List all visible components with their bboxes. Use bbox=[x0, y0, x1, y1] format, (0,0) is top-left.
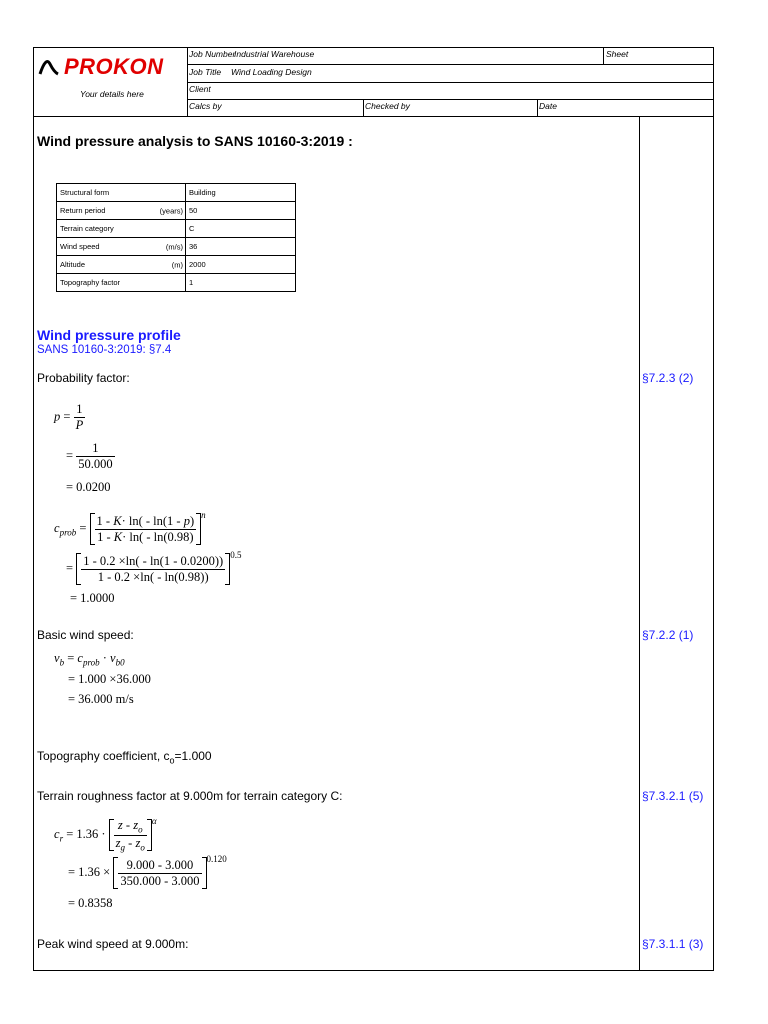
input-unit: (m/s) bbox=[165, 242, 183, 251]
input-label-text: Structural form bbox=[60, 188, 110, 197]
input-label-text: Wind speed bbox=[60, 242, 100, 251]
cr-substituted: = 1.36 × $\frac{9.000 - 3.000}{350.000 - 3.000}$ $^{0.120}$ bbox=[68, 854, 227, 888]
input-row bbox=[57, 274, 296, 292]
input-value: 2000 bbox=[186, 256, 296, 274]
basic-wind-label: Basic wind speed: bbox=[37, 628, 134, 642]
sheet-divider bbox=[603, 47, 604, 65]
p-substituted: = $\frac{1}{50.000}$ bbox=[66, 441, 113, 471]
calcs-by-label: Calcs by bbox=[189, 101, 222, 111]
details-text: Your details here bbox=[80, 89, 144, 99]
input-value: 36 bbox=[186, 238, 296, 256]
header-row2 bbox=[187, 82, 714, 83]
cprob-result: = 1.0000 bbox=[70, 591, 115, 605]
cprob-substituted: = $\frac{1 - 0.2 \times\ln( - \ln(1 - 0.0200))}{1 - 0.2 \times\ln( - \ln(0.98))}$ $^{0.5}$ bbox=[66, 550, 242, 584]
input-value: C bbox=[186, 220, 296, 238]
cr-exponent: 0.120 bbox=[206, 854, 227, 864]
input-label-text: Terrain category bbox=[60, 224, 114, 233]
input-row bbox=[57, 256, 296, 274]
job-number-value: Industrial Warehouse bbox=[234, 49, 315, 59]
input-row bbox=[57, 238, 296, 256]
cr-formula: $c_r = 1.36$ · $\frac{z - z_o}{z_g - z_o}$ $^\alpha$ bbox=[54, 816, 157, 853]
cprob-numerator: 1 - 0.2 ×ln( - ln(1 - 0.0200)) bbox=[83, 553, 224, 568]
input-label-text: Return period bbox=[60, 206, 106, 215]
sheet-label: Sheet bbox=[606, 49, 629, 59]
peak-ref: §7.3.1.1 (3) bbox=[642, 937, 704, 951]
terrain-label: Terrain roughness factor at 9.000m for terrain category C: bbox=[37, 789, 343, 803]
input-label-text: Altitude bbox=[60, 260, 86, 269]
date-divider bbox=[537, 99, 538, 117]
input-label bbox=[57, 274, 186, 292]
vb-result: = 36.000 m/s bbox=[68, 692, 134, 706]
checked-divider bbox=[363, 99, 364, 117]
input-label-text: Topography factor bbox=[60, 278, 121, 287]
topography-value: =1.000 bbox=[174, 749, 212, 763]
topography-text bbox=[37, 749, 212, 765]
probability-label: Probability factor: bbox=[37, 371, 130, 385]
cprob-formula: $c_{prob}$ = $\frac{1 - K\cdot \ln( - \ln(1 - p)}{1 - K\cdot \ln( - \ln(0.98)}$ $^n$ bbox=[54, 510, 206, 544]
topography-sub: o bbox=[169, 755, 175, 766]
vb-substituted: = 1.000 ×36.000 bbox=[68, 672, 151, 686]
header-bottom bbox=[33, 116, 714, 117]
input-row bbox=[57, 220, 296, 238]
input-value: 1 bbox=[186, 274, 296, 292]
job-number-label: Job Number bbox=[189, 49, 236, 59]
section-heading: Wind pressure profile bbox=[37, 327, 181, 343]
cr-result: = 0.8358 bbox=[68, 896, 113, 910]
input-label bbox=[57, 184, 186, 202]
prokon-logo-icon bbox=[38, 56, 60, 76]
header-row3 bbox=[187, 99, 714, 100]
input-row bbox=[57, 202, 296, 220]
date-label: Date bbox=[539, 101, 557, 111]
input-unit: (m) bbox=[171, 260, 183, 269]
input-table bbox=[56, 183, 296, 292]
page-title: Wind pressure analysis to SANS 10160-3:2019 : bbox=[37, 133, 353, 149]
p-denominator: 50.000 bbox=[78, 457, 113, 471]
input-value: Building bbox=[186, 184, 296, 202]
p-result: = 0.0200 bbox=[66, 480, 111, 494]
basic-wind-ref: §7.2.2 (1) bbox=[642, 628, 694, 642]
frame-right bbox=[713, 47, 714, 971]
job-title-value: Wind Loading Design bbox=[231, 67, 312, 77]
p-formula: p = $\frac{1}{P}$ bbox=[54, 402, 84, 432]
checked-by-label: Checked by bbox=[365, 101, 410, 111]
input-unit: (years) bbox=[159, 206, 183, 215]
input-row bbox=[57, 184, 296, 202]
probability-ref: §7.2.3 (2) bbox=[642, 371, 694, 385]
frame-bottom bbox=[33, 970, 714, 971]
frame-top bbox=[33, 47, 714, 48]
logo-text: PROKON bbox=[64, 54, 164, 79]
input-value: 50 bbox=[186, 202, 296, 220]
input-label bbox=[57, 220, 186, 238]
cprob-denominator: 1 - 0.2 ×ln( - ln(0.98)) bbox=[97, 569, 209, 584]
header-row1 bbox=[187, 64, 714, 65]
ref-column-divider bbox=[639, 116, 640, 971]
job-title-label: Job Title bbox=[189, 67, 222, 77]
frame-left bbox=[33, 47, 34, 971]
client-label: Client bbox=[189, 84, 211, 94]
cr-denominator: 350.000 - 3.000 bbox=[120, 873, 200, 888]
section-subheading: SANS 10160-3:2019: §7.4 bbox=[37, 344, 172, 356]
cprob-exponent: 0.5 bbox=[230, 550, 242, 560]
topography-label: Topography coefficient, c bbox=[37, 749, 170, 763]
input-label bbox=[57, 256, 186, 274]
terrain-ref: §7.3.2.1 (5) bbox=[642, 789, 704, 803]
cr-numerator: 9.000 - 3.000 bbox=[118, 858, 201, 874]
vb-formula: $v_b = c_{prob} \cdot v_{b0}$ bbox=[54, 651, 125, 668]
input-label bbox=[57, 238, 186, 256]
peak-label: Peak wind speed at 9.000m: bbox=[37, 937, 189, 951]
input-label bbox=[57, 202, 186, 220]
